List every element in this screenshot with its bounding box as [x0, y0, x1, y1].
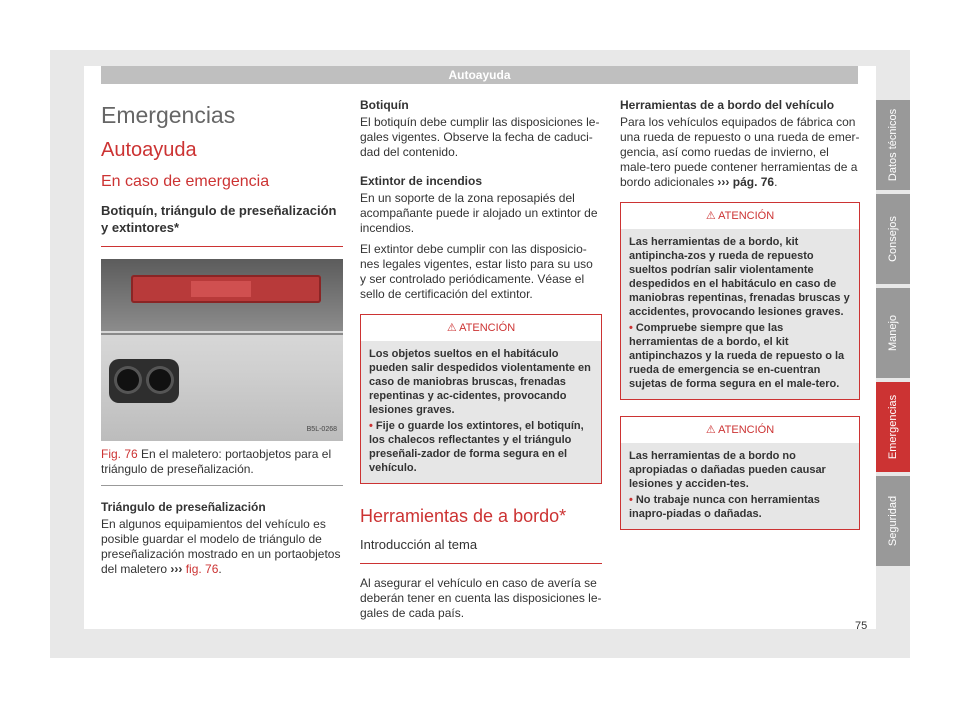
tab-seguridad[interactable]: Seguridad	[876, 476, 910, 566]
figure-76	[101, 259, 343, 441]
warning-triangle-icon: ⚠	[705, 424, 716, 436]
triangle-text: En algunos equipamientos del vehículo es posible guardar el modelo de triángulo de preseñalización mostrado en un portaobjetos del maletero ››› fig. 76.	[101, 517, 341, 576]
tab-datos-tecnicos[interactable]: Datos técnicos	[876, 100, 910, 190]
onboard-tools-title: Herramientas de a bordo del vehículo	[620, 98, 835, 112]
figure-code: B5L-0268	[306, 426, 337, 433]
tools-intro-title: Introducción al tema	[360, 536, 602, 564]
triangle-title: Triángulo de preseñalización	[101, 500, 266, 514]
warning-header: ⚠ ATENCIÓN	[705, 210, 775, 222]
warning-box	[360, 314, 602, 484]
warning-text: Los objetos sueltos en el habitáculo pueden salir despedidos violentamente en caso de maniobras bruscas, frenadas repentinas y ac-cidentes, provocando lesiones graves.	[369, 348, 591, 416]
column-right	[620, 98, 860, 546]
bullet-icon: •	[629, 322, 633, 334]
figure-caption	[101, 447, 343, 486]
fig-link[interactable]: fig. 76	[185, 562, 219, 576]
tools-intro-text: Al asegurar el vehículo en caso de avería se deberán tener en cuenta las disposiciones le-gales de cada país.	[360, 576, 602, 620]
warning-text: Las herramientas de a bordo, kit antipincha-zos y rueda de repuesto sueltos podrían salir violentamente despedidos en el habitáculo en caso de maniobras repentinas, frenadas bruscas y accidentes, provocando lesiones graves.	[629, 236, 850, 318]
extinguisher-title: Extintor de incendios	[360, 174, 483, 188]
warning-box-2	[620, 416, 860, 530]
warning-triangle-icon: ⚠	[705, 210, 716, 222]
caption-text: En el maletero: portaobjetos para el triángulo de preseñalización.	[101, 447, 332, 476]
tab-manejo[interactable]: Manejo	[876, 288, 910, 378]
column-left	[101, 98, 343, 583]
page-number: 75	[855, 620, 868, 632]
tools-section-title: Herramientas de a bordo*	[360, 506, 567, 526]
extinguisher-text-2: El extintor debe cumplir con las disposicio-nes legales vigentes, estar listo para su uso y ser controlado periódicamente. Véase el sello de certificación del extintor.	[360, 242, 593, 301]
tab-consejos[interactable]: Consejos	[876, 194, 910, 284]
side-tabs	[876, 100, 910, 570]
warning-bullet: • No trabaje nunca con herramientas inapro-piadas o dañadas.	[629, 494, 820, 520]
topic-title: Botiquín, triángulo de preseñalización y extintores*	[101, 202, 343, 247]
page-link[interactable]: pág. 76	[732, 175, 775, 189]
tab-emergencias[interactable]: Emergencias	[876, 382, 910, 472]
section-header: Autoayuda	[101, 66, 858, 84]
trunk-red-panel	[131, 275, 321, 303]
column-middle	[360, 98, 602, 627]
subsection-title: En caso de emergencia	[101, 173, 270, 190]
warning-header: ⚠ ATENCIÓN	[446, 322, 516, 334]
bullet-icon: •	[369, 420, 373, 432]
bullet-icon: •	[629, 494, 633, 506]
first-aid-title: Botiquín	[360, 98, 409, 112]
chapter-title: Emergencias	[101, 102, 236, 128]
warning-text: Las herramientas de a bordo no apropiadas o dañadas pueden causar lesiones y acciden-tes.	[629, 450, 826, 490]
section-title: Autoayuda	[101, 139, 197, 161]
triangle-holder	[109, 359, 179, 403]
figure-ref: Fig. 76	[101, 447, 138, 461]
warning-box-1	[620, 202, 860, 400]
first-aid-text: El botiquín debe cumplir las disposiciones le-gales vigentes. Observe la fecha de caduci-dad del contenido.	[360, 115, 600, 159]
onboard-tools-text: Para los vehículos equipados de fábrica con una rueda de repuesto o una rueda de emer-gencia, así como ruedas de invierno, el male-tero puede contener herramientas de a bordo adicionales ››› pág. 76.	[620, 115, 860, 189]
ref-arrow: ›››	[717, 175, 730, 189]
warning-header: ⚠ ATENCIÓN	[705, 424, 775, 436]
extinguisher-text-1: En un soporte de la zona reposapiés del acompañante puede ir alojado un extintor de incendios.	[360, 191, 598, 235]
warning-bullet: • Compruebe siempre que las herramientas de a bordo, el kit antipinchazos y la rueda de repuesto o la rueda de emergencia se en-cuentran sujetas de forma segura en el male-tero.	[629, 322, 845, 390]
ref-arrow: ›››	[170, 562, 183, 576]
warning-triangle-icon: ⚠	[446, 322, 457, 334]
warning-bullet: • Fije o guarde los extintores, el botiquín, los chalecos reflectantes y el triángulo preseñali-zador de forma segura en el vehículo.	[369, 420, 584, 474]
